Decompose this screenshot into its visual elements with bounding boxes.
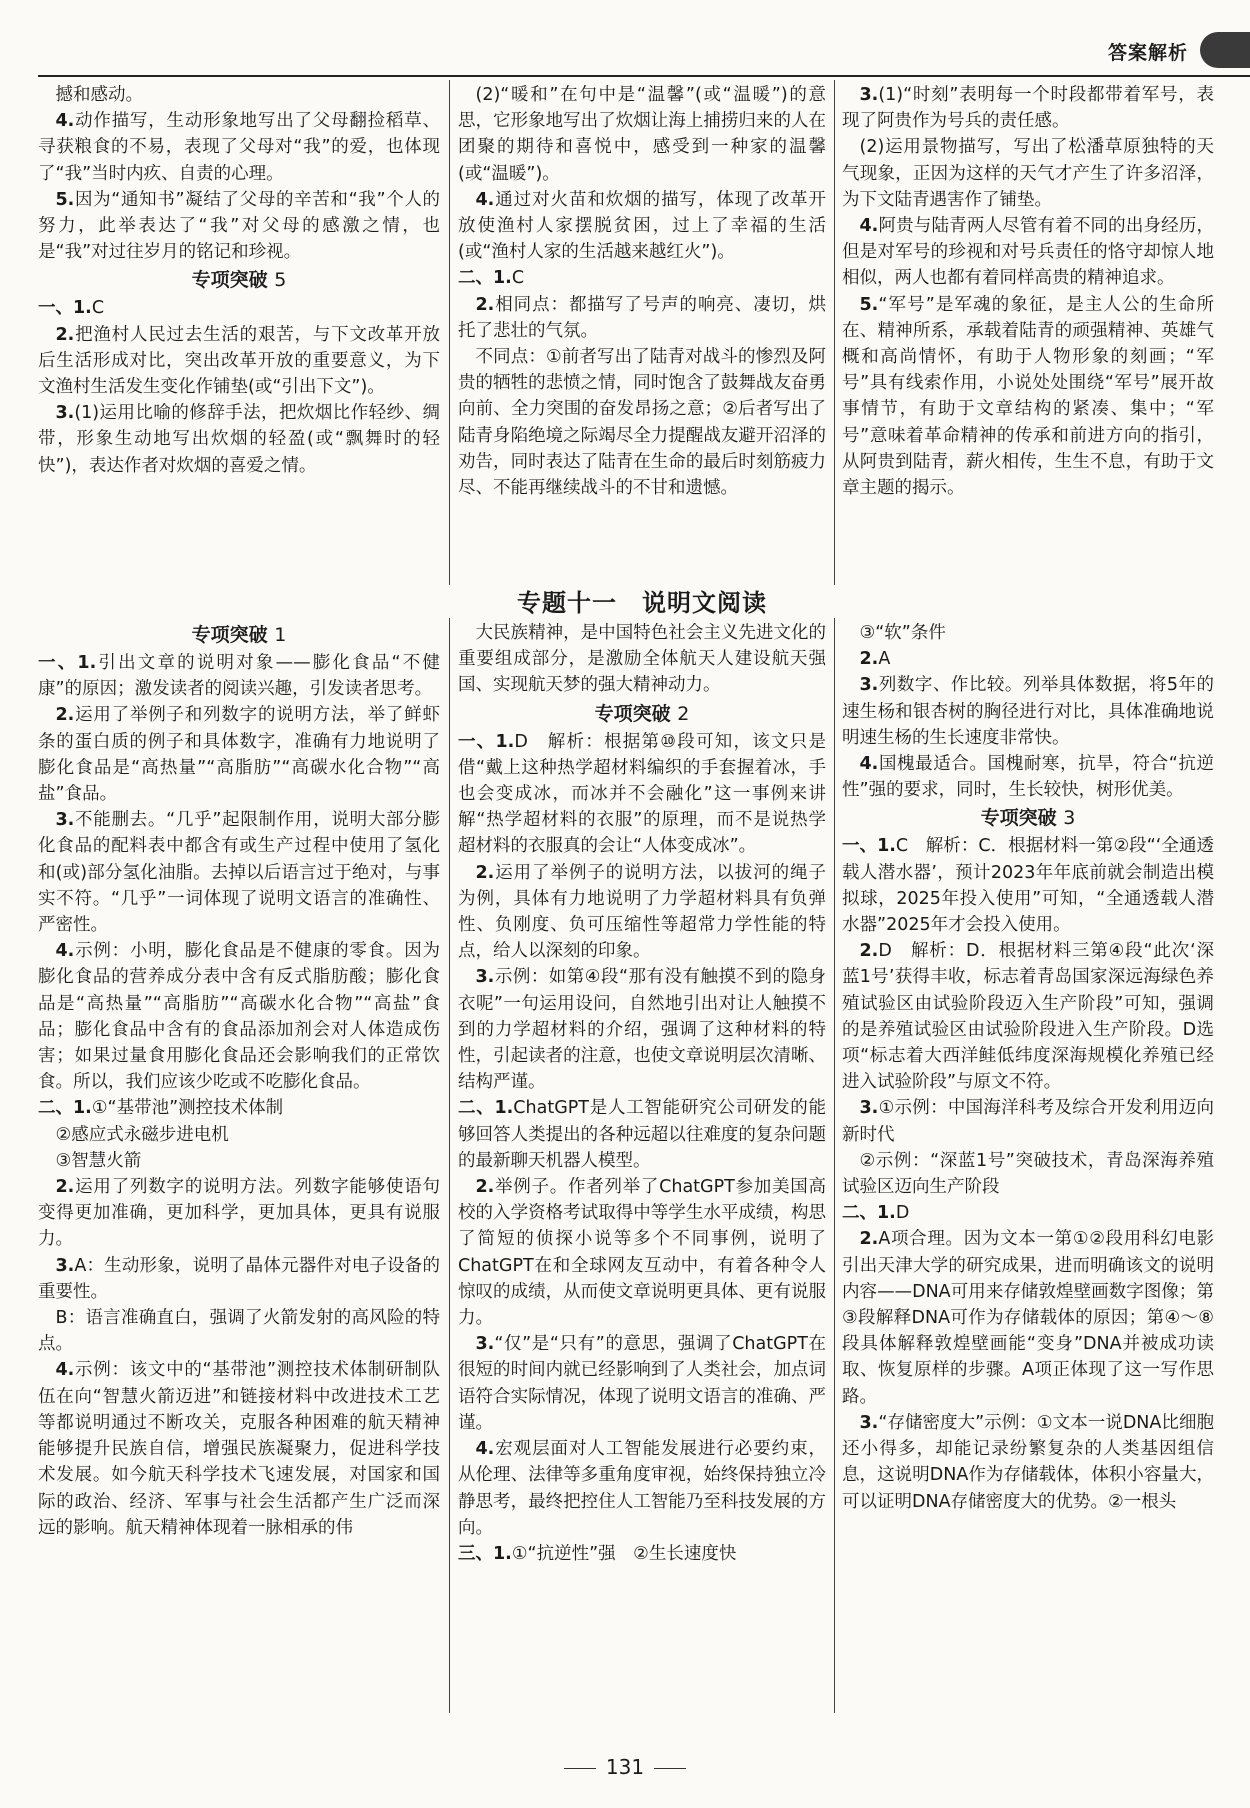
part-number: 二、 [458,1098,495,1119]
answer-text: 示例：该文中的“基带池”测控技术体制研制队伍在向“智慧火箭迈进”和链接材料中改进技术工艺等都说明通过不断攻关，克服各种困难的航天精神能够提升民族自信，增强民族凝聚力，促进科学技术发展。如今航天科学技术飞速发展，对国家和国际的政治、经济、军事与社会生活都产生广泛而深远的影响。航天精神体现着一脉相承的伟 [38,1360,440,1538]
lower-column-middle [458,620,826,1567]
answer-text: ②示例：“深蓝1号”突破技术，青岛深海养殖试验区迈向生产阶段 [842,1150,1214,1198]
part-number: 二、 [842,1203,877,1224]
question-number: 4. [859,754,879,775]
question-number: 4. [55,111,75,132]
section-heading [38,620,440,650]
answer-text: D 解析：D．根据材料三第④段“此次‘深蓝1号’获得丰收，标志着青岛国家深远海绿色养殖试验区由试验阶段迈入生产阶段”可知，强调的是养殖试验区由试验阶段进入生产阶段。D选项“标志着大西洋鲑低纬度深海规模化养殖已经进入试验阶段”与原文不符。 [842,941,1214,1093]
answer-item [38,702,440,807]
answer-text: 撼和感动。 [55,85,143,105]
answer-text: 把渔村人民过去生活的艰苦，与下文改革开放后生活形成对比，突出改革开放的重要意义，为下文渔村生活发生变化作铺垫(或“引出下文”)。 [38,324,440,398]
answer-text: 运用了举例子和列数字的说明方法，举了鲜虾条的蛋白质的例子和具体数字，准确有力地说明了膨化食品是“高热量”“高脂肪”“高碳水化合物”“高盐”食品。 [38,705,440,805]
answer-text: ①“抗逆性”强 ②生长速度快 [511,1543,737,1564]
section-heading-text: 专项突破 [191,269,268,292]
section-heading-text: 专项突破 [980,807,1057,830]
answer-item [38,938,440,1095]
answer-text: “军号”是军魂的象征，是主人公的生命所在、精神所系，承载着陆青的顽强精神、英雄气概和高尚情怀，有助于人物形象的刻画；“军号”具有线索作用，小说处处围绕“军号”展开故事情节，有助于文章结构的紧凑、集中；“军号”意味着革命精神的传承和前进方向的指引，从阿贵到陆青，薪火相传，生生不息，有助于文章主题的揭示。 [842,294,1214,499]
answer-item [842,213,1214,292]
question-number: 1. [73,1098,92,1119]
answer-item [38,1253,440,1305]
answer-text: (1)运用比喻的修辞手法，把炊烟比作轻纱、绸带，形象生动地写出炊烟的轻盈(或“飘舞时的轻快”)，表达作者对炊烟的喜爱之情。 [38,403,440,476]
question-number: 3. [55,1255,75,1276]
answer-item [38,1357,440,1540]
answer-text: ①示例：中国海洋科考及综合开发利用迈向新时代 [842,1098,1214,1145]
part-number: 二、 [458,268,493,289]
answer-text: D [895,1203,910,1224]
answer-text: 不能删去。“几乎”起限制作用，说明大部分膨化食品的配料表中都含有或生产过程中使用了氢化和(或)部分氢化油脂。去掉以后语言过于绝对，与事实不符。“几乎”一词体现了说明文语言的准确性、严密性。 [38,810,440,936]
question-number: 1. [77,653,97,673]
answer-item [458,620,826,699]
answer-item [458,1095,826,1174]
answer-text: ②感应式永磁步进电机 [55,1124,229,1145]
question-number: 1. [493,268,512,289]
answer-item [38,295,440,321]
answer-item [38,1122,440,1148]
column-divider [834,618,835,1713]
answer-text: A项合理。因为文本一第①②段用科幻电影引出天津大学的研究成果，进而明确该文的说明内容——DNA可用来存储敦煌壁画数字图像；第③段解释DNA可作为存储载体的原因；第④～⑧段具体解释敦煌壁画能“变身”DNA并被成功读取、恢复原样的步骤。A项正体现了这一写作思路。 [842,1229,1214,1407]
part-number: 二、 [38,1098,73,1119]
section-heading-number: 3 [1063,807,1076,830]
answer-item [458,344,826,501]
answer-item [38,1305,440,1357]
answer-item [458,1331,826,1436]
question-number: 1. [493,1543,512,1564]
answer-text: A [878,649,891,670]
answer-text: (2)运用景物描写，写出了松潘草原独特的天气现象，正因为这样的天气才产生了许多沼泽，为下文陆青遇害作了铺垫。 [842,137,1214,210]
answer-item [842,672,1214,751]
answer-text: 动作描写，生动形象地写出了父母翻捡稻草、寻获粮食的不易，表现了父母对“我”的爱，也体现了“我”当时内疚、自责的心理。 [38,111,440,184]
answer-item [842,1200,1214,1226]
page-number [0,1755,1250,1779]
answer-text: ChatGPT是人工智能研究公司研发的能够回答人类提出的各种远超以往难度的复杂问题的最新聊天机器人模型。 [458,1098,827,1171]
answer-text: 引出文章的说明对象——膨化食品“不健康”的原因；激发读者的阅读兴趣，引发读者思考。 [38,653,440,700]
section-heading-number: 1 [274,624,287,646]
answer-item [458,1436,826,1541]
answer-item [38,400,440,479]
answer-item [38,1148,440,1174]
column-divider [834,80,835,585]
question-number: 2. [475,294,495,315]
answer-item [842,833,1214,938]
answer-item [842,1226,1214,1409]
question-number: 3. [859,1412,879,1433]
answer-item [38,650,440,702]
page-number-text: 131 [605,1755,645,1779]
answer-text: “仅”是“只有”的意思，强调了ChatGPT在很短的时间内就已经影响到了人类社会，加点词语符合实际情况，体现了说明文语言的准确、严谨。 [458,1334,826,1433]
answer-item [458,964,826,1095]
question-number: 4. [475,189,495,210]
question-number: 3. [55,810,75,831]
answer-text: 国槐最适合。国槐耐寒，抗旱，符合“抗逆性”强的要求，同时，生长较快，树形优美。 [842,754,1214,801]
answer-item [38,108,440,187]
part-number: 三、 [458,1543,493,1564]
answer-text: D 解析：根据第⑩段可知，该文只是借“戴上这种热学超材料编织的手套握着冰，手也会变成冰，而冰并不会融化”这一事例来讲解“热学超材料的衣服”的原理，而不是说热学超材料的衣服真的会让“人体变成冰”。 [458,731,826,857]
answer-text: 宏观层面对人工智能发展进行必要约束，从伦理、法律等多重角度审视，始终保持独立冷静思考，最终把控住人工智能乃至科技发展的方向。 [458,1439,826,1538]
answer-item [38,187,440,266]
answer-text: 运用了列数字的说明方法。列数字能够使语句变得更加准确，更加科学，更加具体，更具有说服力。 [38,1177,440,1250]
answer-text: ③智慧火箭 [55,1150,142,1171]
answer-item [842,1410,1214,1515]
question-number: 2. [55,324,75,345]
answer-text: 相同点：都描写了号声的响亮、凄切，烘托了悲壮的气氛。 [458,294,826,341]
column-divider [449,80,450,585]
answer-text: 运用了举例子的说明方法，以拔河的绳子为例，具体有力地说明了力学超材料具有负弹性、负刚度、负可压缩性等超常力学性能的特点，给人以深刻的印象。 [458,862,826,962]
lower-column-left [38,620,440,1541]
answer-text: ①“基带池”测控技术体制 [91,1098,284,1119]
answer-item [458,265,826,291]
question-number: 1. [494,1098,514,1119]
question-number: 2. [475,862,495,883]
question-number: 4. [475,1439,495,1460]
question-number: 3. [859,85,879,105]
answer-item [458,1541,826,1567]
question-number: 1. [495,731,515,752]
question-number: 5. [859,294,879,315]
question-number: 5. [55,189,75,210]
section-heading-text: 专项突破 [191,624,268,646]
page-number-dash [654,1768,686,1769]
answer-text: 因为“通知书”凝结了父母的辛苦和“我”个人的努力，此举表达了“我”对父母的感激之情，也是“我”对过往岁月的铭记和珍视。 [38,189,440,263]
answer-item [458,187,826,266]
lower-column-right [842,620,1214,1515]
answer-text: A：生动形象，说明了晶体元器件对电子设备的重要性。 [38,1255,440,1302]
question-number: 3. [475,1334,495,1355]
answer-item [38,1174,440,1253]
question-number: 3. [55,403,75,424]
header-rule [38,75,1250,77]
question-number: 2. [859,1229,879,1250]
question-number: 1. [73,298,92,319]
answer-item [842,292,1214,502]
question-number: 1. [877,1203,896,1224]
upper-column-left [38,82,440,479]
answer-text: (2)“暖和”在句中是“温馨”(或“温暖”)的意思，它形象地写出了炊烟让海上捕捞归来的人在团聚的期待和喜悦中，感受到一种家的温馨(或“温暖”)。 [458,85,826,184]
section-heading [458,699,826,729]
part-number: 一、 [458,731,496,752]
answer-item [458,82,826,187]
answer-text: 示例：如第④段“那有没有触摸不到的隐身衣呢”一句运用设问，自然地引出对让人触摸不到的力学超材料的介绍，强调了这种材料的特性，引起读者的注意，也使文章说明层次清晰、结构严谨。 [458,967,826,1093]
answer-text: C [91,298,105,319]
section-heading-number: 5 [274,269,287,292]
answer-text: 列数字、作比较。列举具体数据，将5年的速生杨和银杏树的胸径进行对比，具体准确地说明速生杨的生长速度非常快。 [842,675,1214,748]
section-heading [842,803,1214,833]
question-number: 2. [859,649,879,670]
answer-item [458,729,826,860]
answer-item [38,322,440,401]
answer-item [38,807,440,938]
answer-item [38,1095,440,1121]
question-number: 2. [475,1177,495,1198]
header-label: 答案解析 [1107,42,1188,64]
answer-text: 大民族精神，是中国特色社会主义先进文化的重要组成部分，是激励全体航天人建设航天强国、实现航天梦的强大精神动力。 [458,623,826,696]
answer-item [842,620,1214,646]
question-number: 2. [55,1177,75,1198]
question-number: 2. [859,941,879,962]
answer-item [842,82,1214,134]
section-heading-text: 专项突破 [594,702,671,725]
question-number: 3. [859,675,879,696]
answer-item [458,292,826,344]
question-number: 1. [877,836,896,857]
answer-item [842,751,1214,803]
question-number: 3. [859,1098,879,1119]
question-number: 2. [55,705,75,726]
answer-text: 通过对火苗和炊烟的描写，体现了改革开放使渔村人家摆脱贫困，过上了幸福的生活(或“渔村人家的生活越来越红火”)。 [458,189,826,263]
answer-text: C [511,268,525,289]
answer-item [458,1174,826,1331]
answer-text: 示例：小明，膨化食品是不健康的零食。因为膨化食品的营养成分表中含有反式脂肪酸；膨化食品是“高热量”“高脂肪”“高碳水化合物”“高盐”食品；膨化食品中含有的食品添加剂会对人体造成伤害；如果过量食用膨化食品还会影响我们的正常饮食。所以，我们应该少吃或不吃膨化食品。 [38,941,440,1093]
question-number: 3. [475,967,495,988]
answer-item [842,134,1214,213]
upper-column-middle [458,82,826,501]
part-number: 一、 [842,836,878,857]
answer-text: 不同点：①前者写出了陆青对战斗的惨烈及阿贵的牺牲的悲愤之情，同时饱含了鼓舞战友奋勇向前、全力突围的奋发昂扬之意；②后者写出了陆青身陷绝境之际竭尽全力提醒战友避开沼泽的劝告，同时表达了陆青在生命的最后时刻筋疲力尽、不能再继续战斗的不甘和遗憾。 [458,347,826,499]
part-number: 一、 [38,298,73,319]
answer-text: B：语言准确直白，强调了火箭发射的高风险的特点。 [38,1308,440,1355]
answer-item [842,938,1214,1095]
column-divider [449,618,450,1713]
topic-title: 专题十一 说明文阅读 [517,589,767,617]
question-number: 4. [55,941,75,962]
answer-item [458,860,826,965]
answer-item [842,1148,1214,1200]
answer-text: (1)“时刻”表明每一个时段都带着军号，表现了阿贵作为号兵的责任感。 [842,85,1214,132]
answer-text: ③“软”条件 [859,623,946,643]
upper-column-right [842,82,1214,501]
header-tab-decoration [1200,32,1250,68]
answer-item [38,82,440,108]
answer-text: 举例子。作者列举了ChatGPT参加美国高校的入学资格考试取得中等学生水平成绩，构思了简短的侦探小说等多个不同事例，说明了ChatGPT在和全球网友互动中，有着各种令人惊叹的成绩，从而使文章说明更具体、更有说服力。 [458,1177,826,1329]
answer-text: “存储密度大”示例：①文本一说DNA比细胞还小得多，却能记录纷繁复杂的人类基因组信息，这说明DNA作为存储载体，体积小容量大，可以证明DNA存储密度大的优势。②一根头 [842,1412,1214,1512]
question-number: 4. [859,216,879,237]
answer-item [842,646,1214,672]
answer-item [842,1095,1214,1147]
page-number-dash [564,1768,596,1769]
answer-text: 阿贵与陆青两人尽管有着不同的出身经历，但是对军号的珍视和对号兵责任的恪守却惊人地相似，两人也都有着同样高贵的精神追求。 [842,216,1214,289]
answer-text: C 解析：C．根据材料一第②段“‘全通透载人潜水器’，预计2023年年底前就会制造出模拟球，2025年投入使用”可知，“全通透载人潜水器”2025年才会投入使用。 [842,836,1214,936]
question-number: 4. [55,1360,75,1381]
part-number: 一、 [38,653,78,673]
section-heading-number: 2 [677,702,690,725]
section-heading [38,265,440,295]
